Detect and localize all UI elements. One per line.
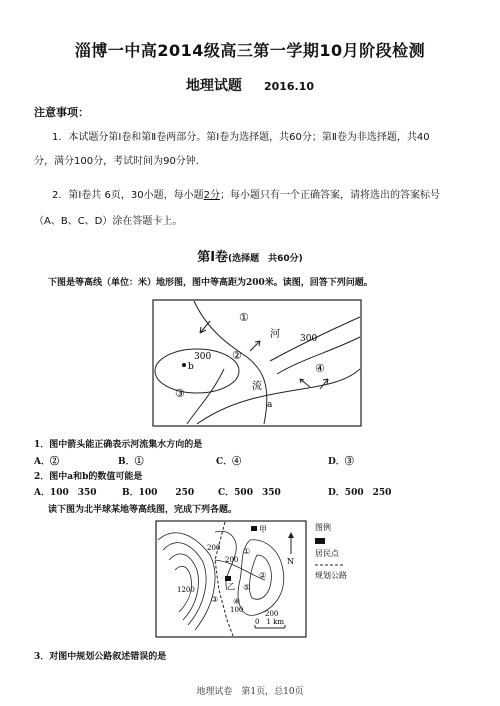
note-2-part-a: 2．第Ⅰ卷共 6页，30小题，每小题 bbox=[52, 190, 204, 201]
settlement-jia-icon bbox=[251, 526, 257, 531]
north-label: N bbox=[287, 557, 294, 566]
legend-settlement-icon bbox=[315, 538, 325, 544]
q2-option-a[interactable]: A．100 350 bbox=[34, 488, 97, 498]
river-label-1: 河 bbox=[270, 329, 280, 340]
contour-2-label-100: 100 bbox=[230, 606, 244, 614]
point-a-label: a bbox=[267, 400, 273, 410]
section-title: 第Ⅰ卷 bbox=[197, 250, 229, 265]
q2-option-b[interactable]: B．100 250 bbox=[122, 488, 195, 498]
legend-settlement-label: 居民点 bbox=[315, 549, 339, 558]
q1-option-d[interactable]: D．③ bbox=[328, 457, 354, 467]
settlement-yi-label: 乙 bbox=[227, 582, 235, 591]
note-1-line-1: 1．本试题分第Ⅰ卷和第Ⅱ卷两部分。第Ⅰ卷为选择题，共60分；第Ⅱ卷为非选择题，共40 bbox=[52, 132, 430, 143]
label-4: ④ bbox=[315, 362, 325, 375]
point-b bbox=[182, 363, 186, 367]
contour-2-label-200-c: 200 bbox=[265, 610, 279, 618]
contour-map-2 bbox=[155, 520, 370, 638]
q2-option-c[interactable]: C．500 350 bbox=[218, 488, 281, 498]
note-2-line-1 bbox=[52, 186, 440, 206]
settlement-jia-label: 甲 bbox=[259, 525, 267, 534]
contour-map-1 bbox=[152, 299, 362, 427]
map-2-label-1: ① bbox=[243, 547, 251, 556]
settlement-yi-icon bbox=[225, 576, 231, 581]
section-subtitle: (选择题 共60分) bbox=[228, 254, 303, 264]
contour-2-label-200-b: 200 bbox=[225, 556, 239, 564]
notes-heading: 注意事项： bbox=[34, 106, 89, 119]
note-1-line-2: 分，满分100分，考试时间为90分钟. bbox=[34, 156, 199, 167]
legend-title: 图例 bbox=[315, 523, 331, 532]
contour-2-label-200-a: 200 bbox=[207, 544, 221, 552]
label-1: ① bbox=[239, 311, 249, 324]
contour-label-300-b: 300 bbox=[300, 334, 318, 344]
note-2-part-b: ；每小题只有一个正确答案，请将选出的答案标号 bbox=[219, 190, 440, 201]
label-3: ③ bbox=[175, 387, 185, 400]
scale-label: 0 1 km bbox=[255, 618, 285, 626]
river-label-2: 流 bbox=[252, 381, 262, 392]
point-b-label: b bbox=[188, 362, 194, 372]
q1-option-b[interactable]: B．① bbox=[118, 457, 144, 467]
question-1: 1．图中箭头能正确表示河流集水方向的是 bbox=[34, 440, 203, 450]
q2-option-d[interactable]: D．500 250 bbox=[328, 488, 392, 498]
map-2-label-2: ② bbox=[259, 571, 267, 580]
map-1-frame bbox=[153, 300, 361, 426]
map-2-label-5: ⑤ bbox=[243, 583, 251, 592]
map-2-label-4: ④ bbox=[233, 597, 241, 606]
exam-subtitle bbox=[0, 75, 500, 95]
section-heading bbox=[0, 246, 500, 265]
q1-option-c[interactable]: C．④ bbox=[216, 457, 242, 467]
label-2: ② bbox=[232, 349, 242, 362]
legend-road-label: 规划公路 bbox=[315, 571, 347, 580]
question-2: 2．图中a和b的数值可能是 bbox=[34, 472, 143, 482]
subject-title: 地理试题 bbox=[185, 78, 242, 94]
map-2-label-3: ③ bbox=[211, 595, 219, 604]
intro-map-2: 读下图为北半球某地等高线图，完成下列各题。 bbox=[48, 505, 238, 515]
exam-title: 淄博一中高2014级高三第一学期10月阶段检测 bbox=[74, 41, 426, 60]
question-3: 3．对图中规划公路叙述错误的是 bbox=[34, 652, 167, 662]
q1-option-a[interactable]: A．② bbox=[34, 457, 59, 467]
note-2-line-2: （A、B、C、D）涂在答题卡上。 bbox=[34, 216, 183, 227]
contour-2-label-1200: 1200 bbox=[177, 586, 195, 594]
intro-map-1: 下图是等高线（单位：米）地形图，图中等高距为200米。读图，回答下列问题。 bbox=[48, 278, 373, 288]
note-2-score: 2分 bbox=[203, 190, 220, 201]
contour-label-300-a: 300 bbox=[194, 352, 212, 362]
exam-date: 2016.10 bbox=[263, 80, 315, 93]
page-footer: 地理试卷 第1页，总10页 bbox=[196, 687, 304, 697]
